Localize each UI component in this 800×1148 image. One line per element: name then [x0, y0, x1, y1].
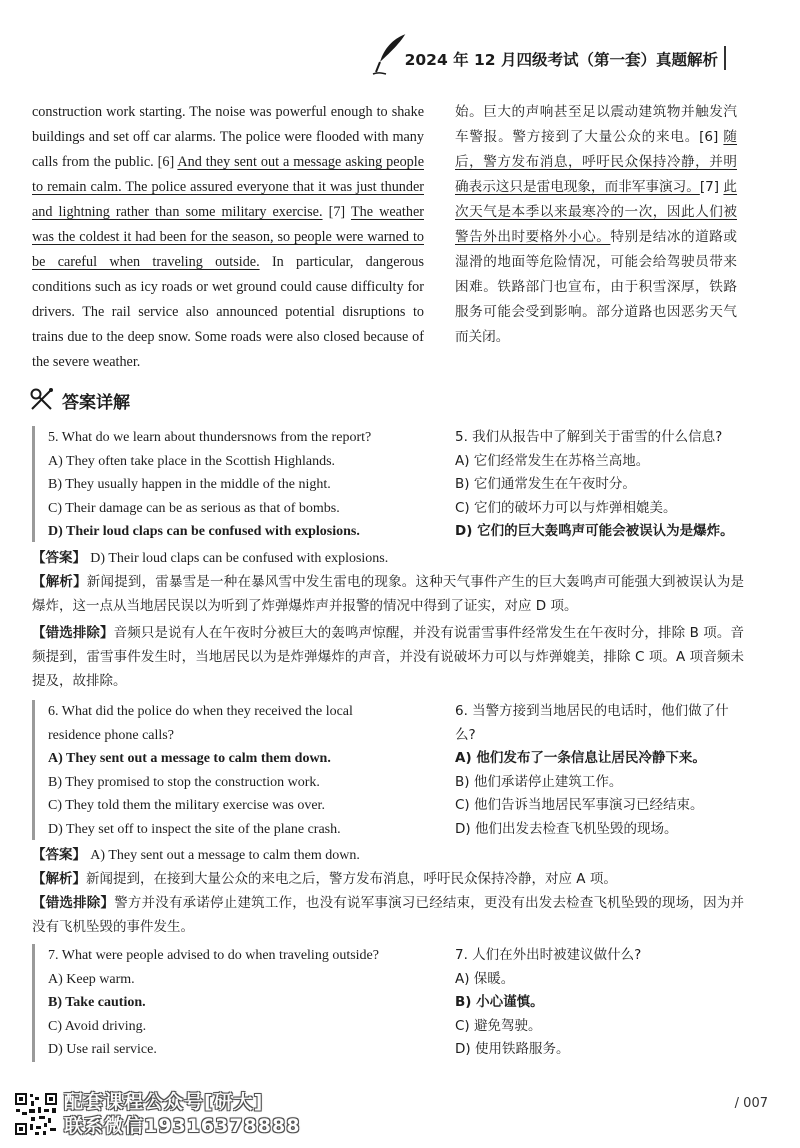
question-6-option-d: D) They set off to inspect the site of the plane crash. — [48, 821, 341, 837]
question-7-stem: 7. What were people advised to do when traveling outside? — [48, 948, 379, 963]
question-5-option-b: B) They usually happen in the middle of the night. — [48, 477, 331, 492]
question-5-option-a-zh: A) 它们经常发生在苏格兰高地。 — [455, 452, 650, 469]
promo-line-1: 配套课程公众号[研大] — [64, 1091, 264, 1113]
header-divider — [724, 46, 726, 70]
answer-text: D) Their loud claps can be confused with explosions. — [90, 551, 389, 566]
passage-en-underline-6: And they sent out a message asking people to remain calm. The police assured everyone that it was just thunder and lightning rather than some military exercise. — [32, 154, 424, 220]
question-6-english — [48, 700, 433, 841]
passage-english — [32, 100, 424, 375]
section-heading — [28, 386, 130, 414]
question-5-option-c-zh: C) 它们的破坏力可以与炸弹相媲美。 — [455, 499, 677, 516]
question-5-option-d: D) Their loud claps can be confused with explosions. — [48, 524, 360, 539]
explore-icon — [28, 386, 56, 414]
passage-chinese — [455, 100, 737, 350]
wrong-options-tag: 【错选排除】 — [32, 895, 115, 911]
passage-zh-part3: 特别是结冰的道路或湿滑的地面等危险情况，可能会给驾驶员带来困难。铁路部门也宣布，由于积雪深厚，铁路服务可能会受到影响。部分道路也因恶劣天气而关闭。 — [455, 229, 738, 345]
analysis-text: 新闻提到，雷暴雪是一种在暴风雪中发生雷电的现象。这种天气事件产生的巨大轰鸣声可能强大到被误认为是爆炸，这一点从当地居民误以为听到了炸弹爆炸声并报警的情况中得到了证实，对应 D 项。 — [32, 574, 745, 614]
question-6-stem-zh: 6. 当警方接到当地居民的电话时，他们做了什么? — [455, 703, 729, 743]
passage-en-underline-7: The weather was the coldest it had been for the season, so people were warned to be careful when traveling outside. — [32, 204, 424, 270]
answer-text: A) They sent out a message to calm them down. — [90, 848, 360, 863]
question-6-option-b: B) They promised to stop the construction work. — [48, 774, 320, 790]
question-5-analysis — [32, 570, 744, 618]
question-bar — [32, 700, 35, 840]
question-5-option-c: C) Their damage can be as serious as that of bombs. — [48, 500, 340, 516]
passage-en-part1: construction work starting. The noise was powerful enough to shake buildings and set off car alarms. The police were flooded with many calls from the public. [6] — [32, 104, 424, 170]
question-bar — [32, 944, 35, 1062]
question-5-option-b-zh: B) 它们通常发生在午夜时分。 — [455, 476, 636, 492]
question-5-english — [48, 426, 433, 544]
question-7-option-b: B) Take caution. — [48, 995, 146, 1010]
answer-tag: 【答案】 — [32, 550, 86, 566]
question-6-answer — [32, 843, 744, 868]
wrong-options-text: 警方并没有承诺停止建筑工作，也没有说军事演习已经结束，更没有出发去检查飞机坠毁的现场，因为并没有飞机坠毁的事件发生。 — [32, 895, 745, 935]
question-6-option-a-zh: A) 他们发布了一条信息让居民冷静下来。 — [455, 750, 706, 766]
analysis-text: 新闻提到，在接到大量公众的来电之后，警方发布消息，呼吁民众保持冷静，对应 A 项。 — [86, 871, 617, 887]
promo-line-2: 联系微信19316378888 — [64, 1115, 301, 1137]
question-7-option-c: C) Avoid driving. — [48, 1018, 147, 1034]
question-7-option-a: A) Keep warm. — [48, 971, 135, 987]
question-5-answer — [32, 546, 744, 571]
passage-zh-part2: [7] — [699, 179, 724, 195]
question-bar — [32, 426, 35, 542]
question-5-chinese — [455, 426, 755, 544]
passage-zh-underline-7: 此次天气是本季以来最寒冷的一次，因此人们被警告外出时要格外小心。 — [455, 179, 738, 245]
answer-tag: 【答案】 — [32, 847, 86, 863]
question-7-block — [32, 944, 762, 1062]
page-number: / 007 — [734, 1096, 768, 1111]
question-5-option-a: A) They often take place in the Scottish Highlands. — [48, 453, 336, 469]
wrong-options-tag: 【错选排除】 — [32, 625, 114, 641]
passage-zh-underline-6: 随后，警方发布消息，呼吁民众保持冷静，并明确表示这只是雷电现象，而非军事演习。 — [455, 129, 737, 195]
section-title: 答案详解 — [62, 392, 130, 413]
question-7-option-d: D) Use rail service. — [48, 1042, 157, 1057]
question-5-stem: 5. What do we learn about thundersnows from the report? — [48, 430, 372, 445]
question-6-analysis — [32, 867, 744, 891]
promo-watermark — [64, 1090, 324, 1138]
question-5-option-d-zh: D) 它们的巨大轰鸣声可能会被误认为是爆炸。 — [455, 523, 734, 539]
question-5-stem-zh: 5. 我们从报告中了解到关于雷雪的什么信息? — [455, 429, 723, 445]
question-6-chinese — [455, 700, 755, 841]
question-7-chinese — [455, 944, 755, 1062]
question-6-block — [32, 700, 762, 840]
analysis-tag: 【解析】 — [32, 871, 86, 887]
qr-code-icon — [14, 1092, 58, 1136]
question-6-wrong-options — [32, 891, 744, 939]
question-7-option-b-zh: B) 小心谨慎。 — [455, 994, 544, 1010]
page-header — [360, 30, 760, 80]
question-6-option-c: C) They told them the military exercise was over. — [48, 798, 325, 813]
question-6-option-a: A) They sent out a message to calm them down. — [48, 751, 331, 766]
header-title: 2024 年 12 月四级考试（第一套）真题解析 — [404, 51, 718, 69]
passage-en-part2: [7] — [322, 204, 351, 220]
question-6-option-c-zh: C) 他们告诉当地居民军事演习已经结束。 — [455, 797, 704, 813]
question-6-stem-line2: residence phone calls? — [48, 727, 174, 743]
question-6-stem-line1: 6. What did the police do when they received the local — [48, 704, 353, 719]
question-7-stem-zh: 7. 人们在外出时被建议做什么? — [455, 947, 642, 963]
question-7-option-a-zh: A) 保暖。 — [455, 970, 515, 987]
question-5-block — [32, 426, 762, 542]
question-5-wrong-options — [32, 621, 744, 693]
passage-zh-part1: 始。巨大的声响甚至足以震动建筑物并触发汽车警报。警方接到了大量公众的来电。[6] — [455, 104, 737, 145]
question-7-option-c-zh: C) 避免驾驶。 — [455, 1017, 542, 1034]
question-7-option-d-zh: D) 使用铁路服务。 — [455, 1041, 570, 1057]
question-6-option-d-zh: D) 他们出发去检查飞机坠毁的现场。 — [455, 820, 678, 837]
passage-en-part3: In particular, dangerous conditions such as icy roads or wet ground could cause difficulty for drivers. The rail service also announced potential disruptions to trains due to the deep snow. Some roads were also closed because of the severe weather. — [32, 254, 424, 370]
question-6-option-b-zh: B) 他们承诺停止建筑工作。 — [455, 773, 623, 790]
wrong-options-text: 音频只是说有人在午夜时分被巨大的轰鸣声惊醒，并没有说雷雪事件经常发生在午夜时分，排除 B 项。音频提到，雷雪事件发生时，当地居民以为是炸弹爆炸的声音，并没有说破坏力可以与炸弹媲美，排除 C 项。A 项音频未提及，故排除。 — [32, 625, 745, 689]
analysis-tag: 【解析】 — [32, 574, 87, 590]
question-7-english — [48, 944, 433, 1062]
